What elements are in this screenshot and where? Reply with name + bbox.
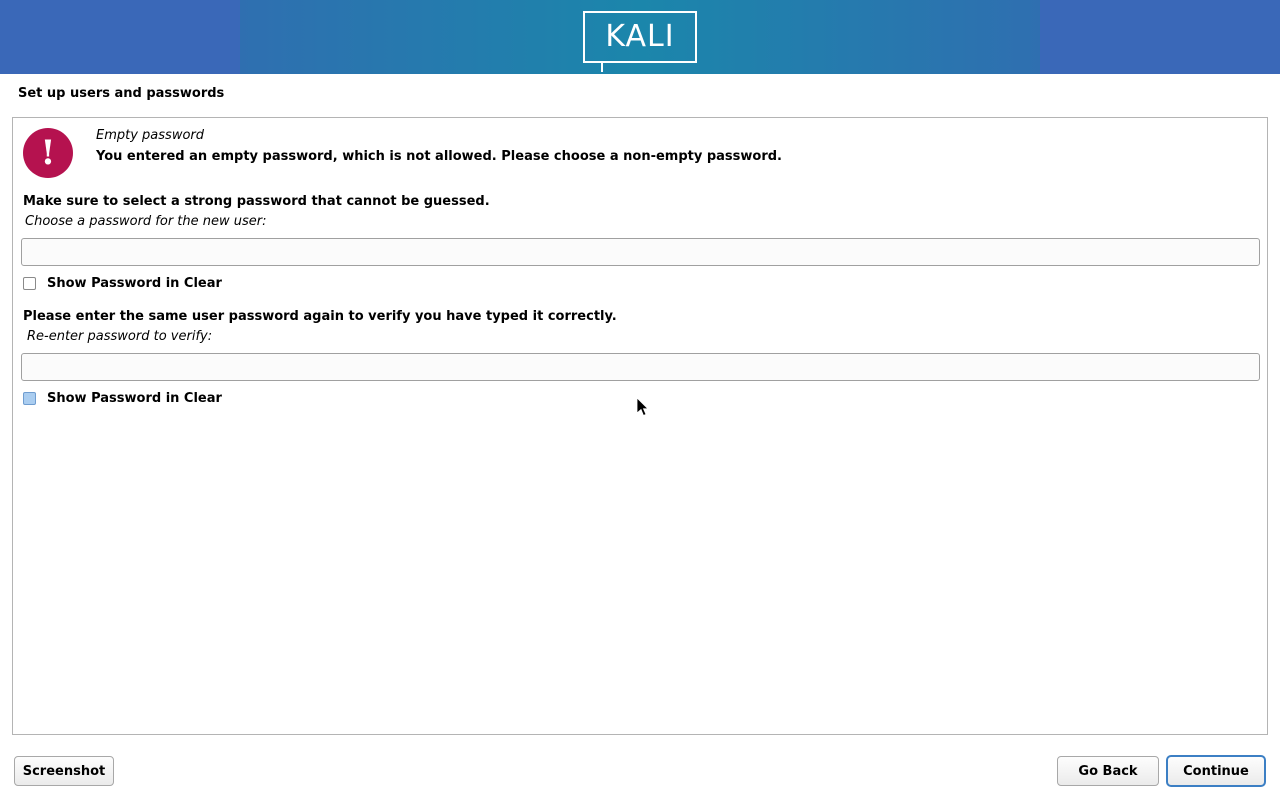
show-password-checkbox-row-1[interactable] [23,276,222,291]
error-text-group [96,128,782,166]
show-password-label-1: Show Password in Clear [47,276,222,291]
installer-content-panel [12,117,1268,735]
screenshot-button[interactable]: Screenshot [14,756,114,786]
error-title: Empty password [96,128,204,143]
banner-right-block [1040,0,1280,74]
error-message: You entered an empty password, which is not allowed. Please choose a non-empty password. [96,149,782,165]
kali-logo-icon [583,11,697,63]
verify-password-note: Please enter the same user password again to verify you have typed it correctly. [23,309,617,324]
verify-field-label: Re-enter password to verify: [27,329,213,344]
show-password-checkbox-2[interactable] [23,392,36,405]
password-field-label: Choose a password for the new user: [25,214,267,229]
error-exclamation-icon: ! [23,128,73,178]
password-input[interactable] [21,238,1260,266]
page-title: Set up users and passwords [18,86,225,101]
show-password-checkbox-1[interactable] [23,277,36,290]
continue-button[interactable]: Continue [1166,755,1266,787]
strong-password-note: Make sure to select a strong password that cannot be guessed. [23,194,490,209]
banner-left-block [0,0,240,74]
kali-banner [0,0,1280,74]
kali-logo-text: KALI [605,18,675,54]
verify-password-input[interactable] [21,353,1260,381]
show-password-checkbox-row-2[interactable] [23,391,222,406]
error-message-block [23,128,1253,178]
show-password-label-2: Show Password in Clear [47,391,222,406]
go-back-button[interactable]: Go Back [1057,756,1159,786]
kali-logo-tail [601,61,603,72]
